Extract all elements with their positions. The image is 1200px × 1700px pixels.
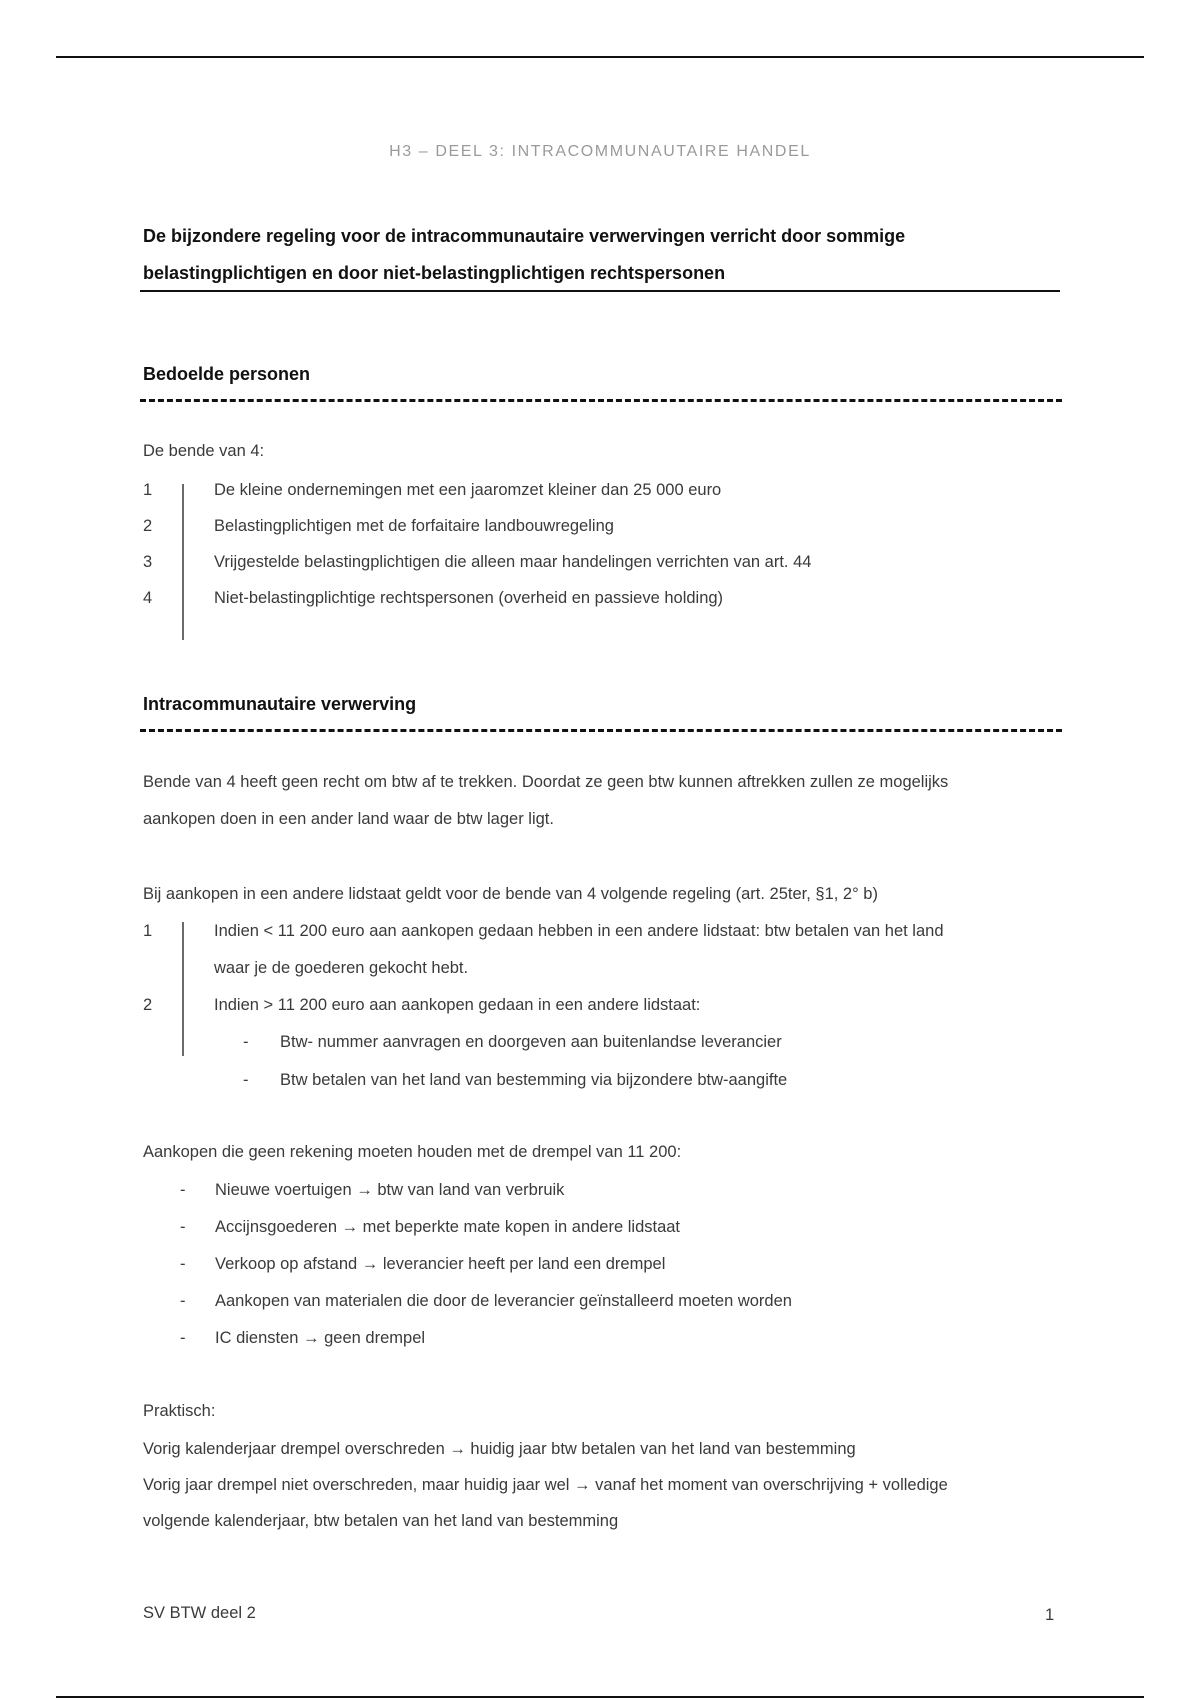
list-intro: De bende van 4:: [143, 442, 265, 460]
footer-page-number: 1: [1045, 1606, 1055, 1624]
list-item: Belastingplichtigen met de forfaitaire landbouwregeling: [214, 517, 614, 535]
section-heading-bedoelde-personen: Bedoelde personen: [143, 364, 311, 384]
paragraph-line: Aankopen die geen rekening moeten houden met de drempel van 11 200:: [143, 1143, 682, 1161]
paragraph-line: volgende kalenderjaar, btw betalen van het land van bestemming: [143, 1512, 619, 1530]
list-item-continuation: waar je de goederen gekocht hebt.: [214, 959, 469, 977]
bullet-dash: -: [180, 1292, 186, 1310]
document-title-line-2: belastingplichtigen en door niet-belastingplichtigen rechtspersonen: [143, 263, 726, 283]
list-number: 1: [143, 481, 153, 499]
list-item: De kleine ondernemingen met een jaaromzet kleiner dan 25 000 euro: [214, 481, 722, 499]
title-underline: [140, 290, 1060, 292]
practical-label: Praktisch:: [143, 1402, 216, 1420]
paragraph-line: Vorig jaar drempel niet overschreden, maar huidig jaar wel → vanaf het moment van overschrijving + volledige: [143, 1476, 948, 1494]
list-item: Niet-belastingplichtige rechtspersonen (overheid en passieve holding): [214, 589, 724, 607]
sub-list-item: Btw betalen van het land van bestemming via bijzondere btw-aangifte: [280, 1071, 788, 1089]
exception-item: Accijnsgoederen → met beperkte mate kopen in andere lidstaat: [215, 1218, 681, 1236]
bullet-dash: -: [180, 1181, 186, 1199]
page-top-rule: [56, 56, 1144, 58]
list-item: Indien < 11 200 euro aan aankopen gedaan hebben in een andere lidstaat: btw betalen van het land: [214, 922, 944, 940]
bullet-dash: -: [180, 1329, 186, 1347]
list-vertical-bar: [182, 922, 184, 1056]
bullet-dash: -: [180, 1218, 186, 1236]
bullet-dash: -: [180, 1255, 186, 1273]
footer-document-name: SV BTW deel 2: [143, 1604, 256, 1622]
list-vertical-bar: [182, 484, 184, 640]
exception-item: Nieuwe voertuigen → btw van land van verbruik: [215, 1181, 565, 1199]
running-header: H3 – DEEL 3: INTRACOMMUNAUTAIRE HANDEL: [389, 143, 811, 160]
exception-item: Aankopen van materialen die door de leverancier geïnstalleerd moeten worden: [215, 1292, 792, 1310]
list-number: 4: [143, 589, 153, 607]
paragraph-line: Vorig kalenderjaar drempel overschreden → huidig jaar btw betalen van het land van bestemming: [143, 1440, 856, 1458]
sub-list-item: Btw- nummer aanvragen en doorgeven aan buitenlandse leverancier: [280, 1033, 782, 1051]
document-title: [143, 218, 1063, 292]
section-divider: [140, 399, 1062, 402]
list-item: Vrijgestelde belastingplichtigen die alleen maar handelingen verrichten van art. 44: [214, 553, 812, 571]
document-title-line-1: De bijzondere regeling voor de intracommunautaire verwervingen verricht door sommige: [143, 226, 906, 246]
exception-item: IC diensten → geen drempel: [215, 1329, 426, 1347]
list-number: 2: [143, 517, 153, 535]
exception-item: Verkoop op afstand → leverancier heeft per land een drempel: [215, 1255, 666, 1273]
bullet-dash: -: [243, 1071, 249, 1089]
paragraph-line: Bij aankopen in een andere lidstaat geldt voor de bende van 4 volgende regeling (art. 25ter, §1, 2° b): [143, 885, 878, 903]
paragraph-line: Bende van 4 heeft geen recht om btw af te trekken. Doordat ze geen btw kunnen aftrekken zullen ze mogelijks: [143, 773, 949, 791]
list-number: 2: [143, 996, 153, 1014]
section-divider: [140, 729, 1062, 732]
page-bottom-rule: [56, 1696, 1144, 1698]
bullet-dash: -: [243, 1033, 249, 1051]
list-number: 3: [143, 553, 153, 571]
list-number: 1: [143, 922, 153, 940]
paragraph-line: aankopen doen in een ander land waar de btw lager ligt.: [143, 810, 554, 828]
list-item: Indien > 11 200 euro aan aankopen gedaan in een andere lidstaat:: [214, 996, 701, 1014]
section-heading-intracommunautaire-verwerving: Intracommunautaire verwerving: [143, 694, 417, 714]
